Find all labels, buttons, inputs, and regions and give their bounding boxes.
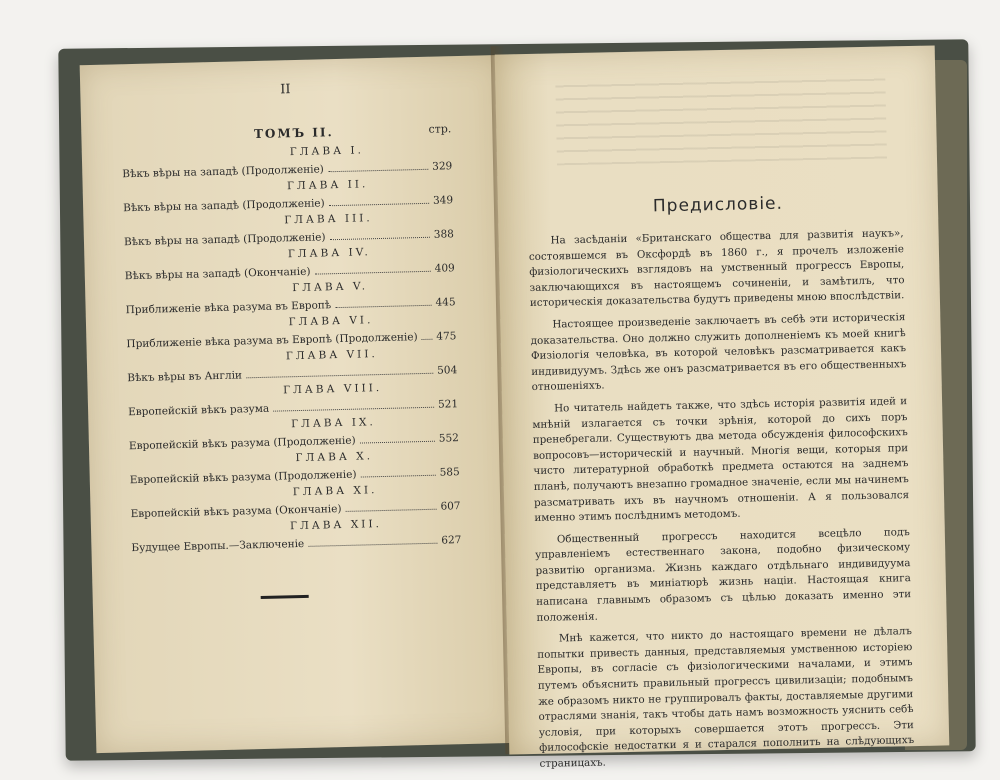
toc-entry-page: 585 <box>439 466 460 479</box>
preface-paragraph: Но читатель найдетъ также, что здѣсь исторія развитія идей и мнѣній излагается съ точки зрѣнія, которой до сихъ поръ пренебрегали. Существуютъ два метода обсужденія философскихъ вопросовъ—историческій и научный. Многія вещи, которыя при чисто литературной обработкѣ предмета остаются на заднемъ планѣ, получаютъ внезапно громадное значеніе, если мы начинемъ разсматривать ихъ въ научномъ отношеніи. А я пользовался именно этимъ послѣднимъ методомъ. <box>532 395 910 525</box>
toc-leader-dots <box>361 475 436 478</box>
toc-leader-dots <box>329 203 429 206</box>
toc-chapter-heading: ГЛАВА V. <box>292 280 369 295</box>
toc-entry-title: Вѣкъ вѣры на западѣ (Продолженіе) <box>122 163 324 181</box>
toc-entry-title: Европейскій вѣкъ разума <box>128 402 270 419</box>
toc-chapter-heading: ГЛАВА XII. <box>289 518 382 533</box>
preface-paragraph: Настоящее произведеніе заключаетъ въ себѣ эти историческія доказательства. Оно должно служить дополненіемъ къ моей книгѣ Физіологія человѣка, въ которой человѣкъ разсматривается какъ индивидуумъ. Здѣсь же онъ разсматривается въ его общественныхъ отношеніяхъ. <box>530 311 907 394</box>
toc-chapter-heading: ГЛАВА VI. <box>288 314 374 329</box>
toc-chapter-heading: ГЛАВА III. <box>284 212 373 227</box>
volume-title: ТОМЪ II. <box>253 125 334 142</box>
toc-entry-page: 409 <box>434 262 455 275</box>
toc-entry-title: Вѣкъ вѣры на западѣ (Продолженіе) <box>123 197 325 215</box>
toc-entry-title: Приближеніе вѣка разума въ Европѣ <box>125 299 332 317</box>
page-number: II <box>280 82 291 98</box>
toc-entry-page: 607 <box>440 500 461 513</box>
toc-leader-dots <box>246 373 433 379</box>
right-page <box>495 45 950 770</box>
toc-entry-title: Вѣкъ вѣры въ Англіи <box>127 369 243 385</box>
toc-leader-dots <box>330 237 430 240</box>
toc-chapter-heading: ГЛАВА IX. <box>291 416 376 431</box>
toc-chapter-heading: ГЛАВА X. <box>295 450 374 465</box>
toc-entry-page: 349 <box>432 194 454 207</box>
divider-rule <box>261 595 309 599</box>
toc-entry-page: 329 <box>432 160 453 173</box>
toc-entry-page: 475 <box>436 330 457 343</box>
toc-entry-page: 445 <box>435 296 456 309</box>
page-column-header: стр. <box>428 122 452 136</box>
toc-entry-title: Европейскій вѣкъ разума (Продолженіе) <box>129 468 357 487</box>
toc-entry-title: Приближеніе вѣка разума въ Европѣ (Продолженіе) <box>126 331 418 351</box>
toc-entry-page: 388 <box>433 228 455 241</box>
toc-leader-dots <box>328 169 428 172</box>
toc-entry-page: 552 <box>438 432 460 445</box>
toc-entry-title: Будущее Европы.—Заключеніе <box>131 537 305 555</box>
toc-entry <box>131 534 461 554</box>
toc-entry-title: Вѣкъ вѣры на западѣ (Продолженіе) <box>123 231 326 249</box>
preface-body <box>528 226 914 778</box>
toc-entry-title: Вѣкъ вѣры на западѣ (Окончаніе) <box>124 265 311 283</box>
toc-leader-dots <box>360 441 435 444</box>
toc-leader-dots <box>346 509 437 512</box>
toc-chapter-heading: ГЛАВА IV. <box>287 246 371 261</box>
toc-entry-page: 627 <box>441 534 462 547</box>
toc-chapter-heading: ГЛАВА II. <box>286 178 369 193</box>
toc-chapter-heading: ГЛАВА I. <box>289 144 365 159</box>
toc-leader-dots <box>273 407 434 412</box>
toc-chapter-heading: ГЛАВА XI. <box>292 484 378 499</box>
left-page <box>80 55 522 753</box>
toc-entry-page: 504 <box>437 364 458 377</box>
preface-paragraph: На засѣданіи «Британскаго общества для развитія наукъ», состоявшемся въ Оксфордѣ въ 1860 г., я прочелъ изложеніе физіологическихъ взглядовъ на умственный прогрессъ Европы, заключающихся въ настоящемъ сочиненіи, и замѣтилъ, что историческія доказательства будутъ приведены мною впослѣдствіи. <box>528 227 905 310</box>
toc-leader-dots <box>335 305 431 308</box>
toc-entry-title: Европейскій вѣкъ разума (Окончаніе) <box>130 503 342 521</box>
toc-chapter-heading: ГЛАВА VII. <box>285 348 378 363</box>
toc-entry-title: Европейскій вѣкъ разума (Продолженіе) <box>128 434 356 453</box>
preface-title: Предисловіе. <box>652 193 784 217</box>
toc-leader-dots <box>315 271 431 275</box>
preface-paragraph: Мнѣ кажется, что никто до настоящаго времени не дѣлалъ попытки привесть данныя, представляемыя умственною исторіею Европы, въ согласіе съ физіологическими началами, и этимъ путемъ объяснить правильный прогрессъ цивилизаціи; подобнымъ же образомъ никто не группировалъ факты, доставляемые другими отраслями знанія, такъ чтобы дать намъ возможность уяснить себѣ условія, при которыхъ совершается этотъ прогрессъ. Эти философскіе недостатки я и старался пополнить на слѣдующихъ страницахъ. <box>537 625 915 770</box>
preface-paragraph: Общественный прогрессъ находится всецѣло подъ управленіемъ естественнаго закона, подобно физическому развитію организма. Жизнь каждаго отдѣльнаго индивидуума представляетъ въ миніатюрѣ жизнь націи. Настоящая книга написана главнымъ образомъ съ цѣлью доказать именно эти положенія. <box>535 525 912 624</box>
toc-chapter-heading: ГЛАВА VIII. <box>282 382 383 397</box>
table-of-contents <box>122 138 462 554</box>
toc-leader-dots <box>308 543 437 547</box>
toc-leader-dots <box>422 339 433 340</box>
show-through-text <box>555 69 887 166</box>
toc-entry-page: 521 <box>437 398 459 411</box>
